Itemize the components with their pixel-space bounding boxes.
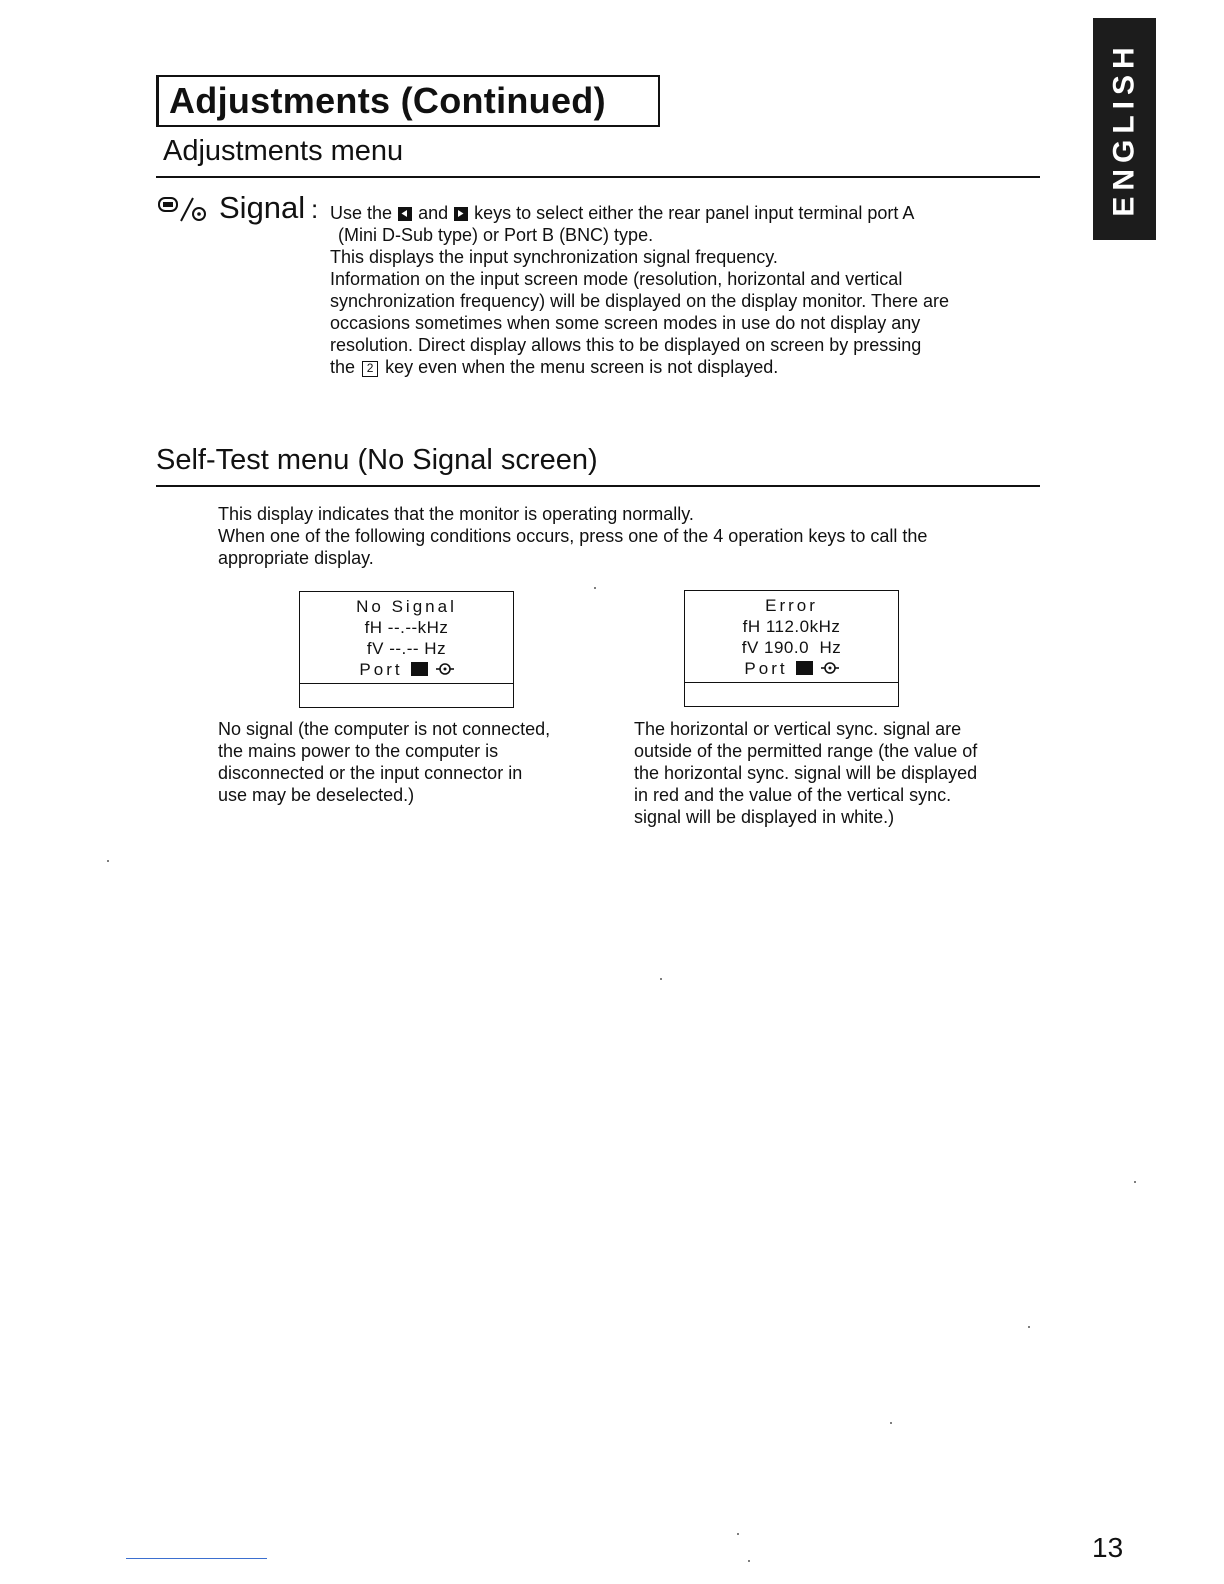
port-connector-icon xyxy=(796,661,813,675)
bnc-connector-icon xyxy=(436,662,454,676)
self-test-menu-heading: Self-Test menu (No Signal screen) xyxy=(156,444,598,476)
signal-colon: : xyxy=(311,194,319,224)
caption-line: use may be deselected.) xyxy=(218,785,415,805)
scan-speck xyxy=(660,978,662,980)
signal-input-icon xyxy=(157,195,207,223)
signal-description xyxy=(330,246,949,378)
scan-speck xyxy=(890,1422,892,1424)
paragraph-line: occasions sometimes when some screen modes in use do not display any xyxy=(330,313,921,333)
port-label: Port xyxy=(744,658,788,678)
error-caption xyxy=(634,718,977,828)
page-number: 13 xyxy=(1092,1532,1124,1563)
scan-speck xyxy=(107,860,109,862)
page-title-box xyxy=(156,75,660,127)
left-key-icon xyxy=(398,207,412,221)
caption-line: the mains power to the computer is xyxy=(218,741,499,761)
signal-port-types: (Mini D-Sub type) or Port B (BNC) type. xyxy=(338,225,654,245)
screen-title: Error xyxy=(765,595,818,615)
caption-line: outside of the permitted range (the value of xyxy=(634,741,978,761)
port-connector-icon xyxy=(411,662,428,676)
page-title: Adjustments (Continued) xyxy=(169,80,606,121)
paragraph-line: resolution. Direct display allows this to be displayed on screen by pressing xyxy=(330,335,922,355)
text-fragment: and xyxy=(418,203,449,223)
caption-line: in red and the value of the vertical sync. xyxy=(634,785,952,805)
paragraph-line: synchronization frequency) will be displayed on the display monitor. There are xyxy=(330,291,950,311)
no-signal-screen xyxy=(299,591,514,708)
section-divider xyxy=(156,485,1040,487)
scan-speck xyxy=(1028,1326,1030,1328)
scan-speck xyxy=(748,1560,750,1562)
caption-line: The horizontal or vertical sync. signal are xyxy=(634,719,962,739)
horizontal-frequency: fH 112.0kHz xyxy=(742,616,841,636)
paragraph-line: When one of the following conditions occurs, press one of the 4 operation keys to call the xyxy=(218,526,928,546)
key-2-icon: 2 xyxy=(362,361,378,377)
vertical-frequency: fV --.-- Hz xyxy=(366,638,447,658)
screen-title: No Signal xyxy=(356,596,457,616)
caption-line: the horizontal sync. signal will be displayed xyxy=(634,763,978,783)
caption-line: signal will be displayed in white.) xyxy=(634,807,895,827)
self-test-intro xyxy=(218,503,927,569)
paragraph-line: Information on the input screen mode (resolution, horizontal and vertical xyxy=(330,269,903,289)
section-divider xyxy=(156,176,1040,178)
scan-speck xyxy=(594,587,596,589)
vertical-frequency: fV 190.0 Hz xyxy=(741,637,842,657)
horizontal-frequency: fH --.--kHz xyxy=(364,617,449,637)
language-tab-label: ENGLISH xyxy=(1107,41,1141,217)
footer-rule xyxy=(126,1558,267,1559)
port-label: Port xyxy=(359,659,403,679)
paragraph-line: appropriate display. xyxy=(218,548,374,568)
no-signal-caption xyxy=(218,718,550,806)
bnc-connector-icon xyxy=(821,661,839,675)
right-key-icon xyxy=(454,207,468,221)
text-fragment: keys to select either the rear panel input terminal port A xyxy=(474,203,915,223)
caption-line: No signal (the computer is not connected, xyxy=(218,719,551,739)
scan-speck xyxy=(737,1533,739,1535)
error-screen xyxy=(684,590,899,707)
text-fragment: key even when the menu screen is not displayed. xyxy=(385,357,779,377)
paragraph-line xyxy=(330,356,949,378)
caption-line: disconnected or the input connector in xyxy=(218,763,523,783)
scan-speck xyxy=(1134,1181,1136,1183)
text-fragment: Use the xyxy=(330,203,393,223)
adjustments-menu-heading: Adjustments menu xyxy=(163,135,404,167)
paragraph-line: This displays the input synchronization signal frequency. xyxy=(330,247,778,267)
paragraph-line: This display indicates that the monitor is operating normally. xyxy=(218,504,694,524)
signal-instruction-line xyxy=(330,202,914,224)
language-tab xyxy=(1093,18,1156,240)
text-fragment: the xyxy=(330,357,356,377)
signal-label: Signal xyxy=(219,190,306,225)
